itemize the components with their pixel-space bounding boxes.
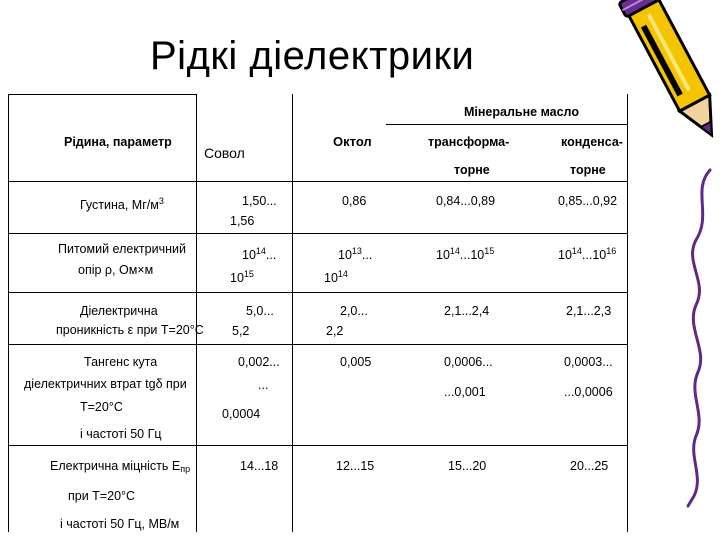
row-tangent-transformer-b: ...0,001 (444, 385, 486, 399)
row-resistivity-oktol-a: $10^{13}$... (338, 246, 373, 262)
row-density-sovol-b: 1,56 (230, 214, 255, 228)
row-tangent-capacitor-a: 0,0003... (564, 355, 613, 369)
row-tangent-sovol-a: 0,002... (238, 355, 280, 369)
header-param: Рідина, параметр (64, 135, 172, 149)
header-oktol: Октол (333, 134, 372, 149)
row-resistivity-sovol-a: $10^{14}$... (242, 246, 277, 262)
row-resistivity-capacitor: $10^{14}...10^{16}$ (558, 246, 617, 262)
row-strength-param-1: Електрична міцність $E_{пр}$ (50, 459, 191, 474)
row-permittivity-capacitor: 2,1...2,3 (566, 304, 612, 318)
header-sovol: Совол (204, 145, 245, 161)
dielectrics-table (8, 92, 628, 532)
row-tangent-param-1: Тангенс кута (84, 355, 158, 369)
row-permittivity-param-1: Діелектрична (80, 304, 158, 318)
row-strength-capacitor: 20...25 (570, 459, 609, 473)
row-permittivity-sovol-a: 5,0... (246, 304, 274, 318)
row-tangent-sovol-c: 0,0004 (222, 407, 261, 421)
row-strength-param-2: при T=20°C (68, 489, 136, 503)
row-resistivity-transformer: $10^{14}...10^{15}$ (436, 246, 495, 262)
row-tangent-param-3: T=20°C (80, 400, 123, 414)
row-tangent-oktol: 0,005 (340, 355, 372, 369)
row-permittivity-oktol-b: 2,2 (326, 324, 344, 338)
row-tangent-transformer-a: 0,0006... (444, 355, 493, 369)
row-density-sovol-a: 1,50... (242, 194, 277, 208)
row-strength-oktol: 12...15 (336, 459, 375, 473)
row-density-oktol: 0,86 (342, 194, 367, 208)
row-permittivity-transformer: 2,1...2,4 (444, 304, 490, 318)
row-tangent-capacitor-b: ...0,0006 (564, 385, 613, 399)
row-resistivity-param-1: Питомий електричний (58, 242, 186, 256)
row-permittivity-sovol-b: 5,2 (232, 324, 250, 338)
row-strength-sovol: 14...18 (240, 459, 279, 473)
header-capacitor-a: конденса- (561, 135, 623, 149)
header-capacitor-b: торне (570, 163, 606, 177)
row-permittivity-oktol-a: 2,0... (340, 304, 368, 318)
row-tangent-param-2: діелектричних втрат tgδ при (24, 377, 187, 391)
row-tangent-param-4: і частоті 50 Гц (80, 427, 162, 441)
row-resistivity-param-2: опір ρ, Ом×м (78, 263, 154, 277)
row-permittivity-param-2: проникність ε при T=20°C (56, 323, 204, 337)
row-density-param: Густина, $Мг/м^3$ (80, 196, 164, 212)
header-transformer-b: торне (454, 163, 490, 177)
row-density-transformer: 0,84...0,89 (436, 194, 496, 208)
header-transformer-a: трансформа- (428, 135, 510, 149)
row-density-capacitor: 0,85...0,92 (558, 194, 618, 208)
row-resistivity-oktol-b: $10^{14}$ (324, 269, 348, 285)
pencil-icon (600, 0, 720, 540)
slide-title: Рідкі діелектрики (150, 34, 475, 78)
header-mineral-oil: Мінеральне масло (464, 105, 579, 119)
row-resistivity-sovol-b: $10^{15}$ (230, 269, 254, 285)
row-tangent-sovol-b: ... (258, 378, 269, 392)
row-strength-param-3: і частоті 50 Гц, МВ/м (60, 517, 180, 531)
row-strength-transformer: 15...20 (448, 459, 487, 473)
